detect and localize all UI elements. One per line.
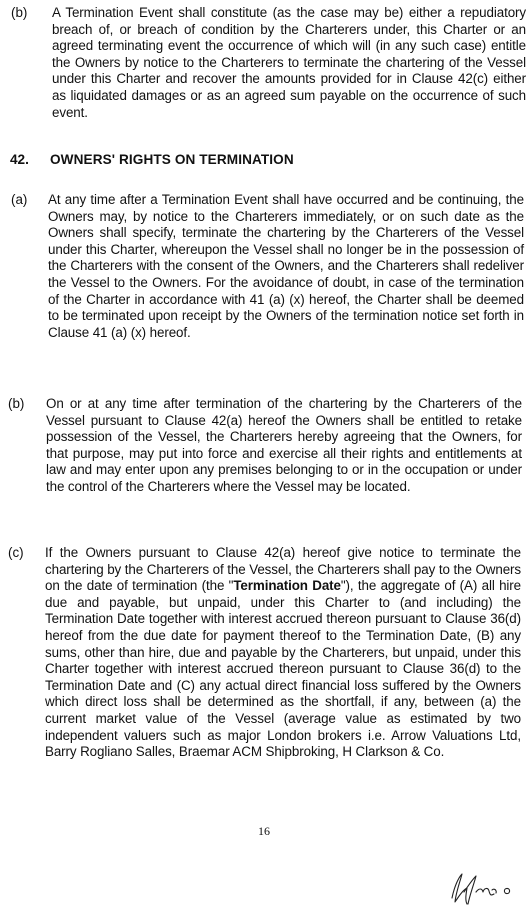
clause-42-c-text-before: If the Owners pursuant to Clause 42(a) hereof give notice to terminate the chartering by the Charterers of the Vessel, the Charterers shall pay to the Owners on the date of termination (the " [45,545,521,594]
handwritten-initials-signature [446,868,526,908]
clause-42-c-text-after: "), the aggregate of (A) all hire due and payable, but unpaid, under this Charter to (and including) the Termination Date together with interest accrued thereon pursuant to Clause 36(d) hereof from the due date for payment thereof to the Termination Date, (B) any sums, other than hire, due and payable by the Charterers, but unpaid, under this Charter together with interest accrued thereon pursuant to Clause 36(d) to the Termination Date and (C) any actual direct financial loss suffered by the Owners which direct loss shall be determined as the shortfall, if any, between (a) the current market value of the Vessel (average value as estimated by two independent valuers such as major London brokers i.e. Arrow Valuations Ltd, Barry Rogliano Salles, Braemar ACM Shipbroking, H Clarkson & Co. [45,578,521,760]
section-number: 42. [10,152,29,167]
clause-42-c-marker: (c) [8,545,24,560]
defined-term-termination-date: Termination Date [233,578,341,594]
clause-42-a-text: At any time after a Termination Event shall have occurred and be continuing, the Owners may, by notice to the Charterers immediately, or on such date as the Owners shall specify, terminate the chartering by the Charterers of the Vessel under this Charter, whereupon the Vessel shall no longer be in the possession of the Charterers with the consent of the Owners, and the Charterers shall redeliver the Vessel to the Owners. For the avoidance of doubt, in case of the termination of the Charter in accordance with 41 (a) (x) hereof, the Charter shall be deemed to be terminated upon receipt by the Owners of the termination notice set forth in Clause 41 (a) (x) hereof. [48,192,524,340]
clause-42-b-marker: (b) [8,396,25,411]
clause-41-b-marker: (b) [11,5,28,20]
page-number: 16 [258,824,270,838]
clause-42-c-text [45,545,521,761]
clause-42-a-marker: (a) [11,192,28,207]
section-title: OWNERS' RIGHTS ON TERMINATION [50,152,294,167]
clause-42-b-text: On or at any time after termination of the chartering by the Charterers of the Vessel pursuant to Clause 42(a) hereof the Owners shall be entitled to retake possession of the Vessel, the Charterers hereby agreeing that the Owners, for that purpose, may put into force and exercise all their rights and entitlements at law and may enter upon any premises belonging to or in the occupation or under the control of the Charterers where the Vessel may be located. [46,396,522,494]
clause-41-b-text: A Termination Event shall constitute (as the case may be) either a repudiatory breach of, or breach of condition by the Charterers under, this Charter or an agreed terminating event the occurrence of which will (in any such case) entitle the Owners by notice to the Charterers to terminate the chartering of the Vessel under this Charter and recover the amounts provided for in Clause 42(c) either as liquidated damages or as an agreed sum payable on the occurrence of such event. [52,5,526,120]
